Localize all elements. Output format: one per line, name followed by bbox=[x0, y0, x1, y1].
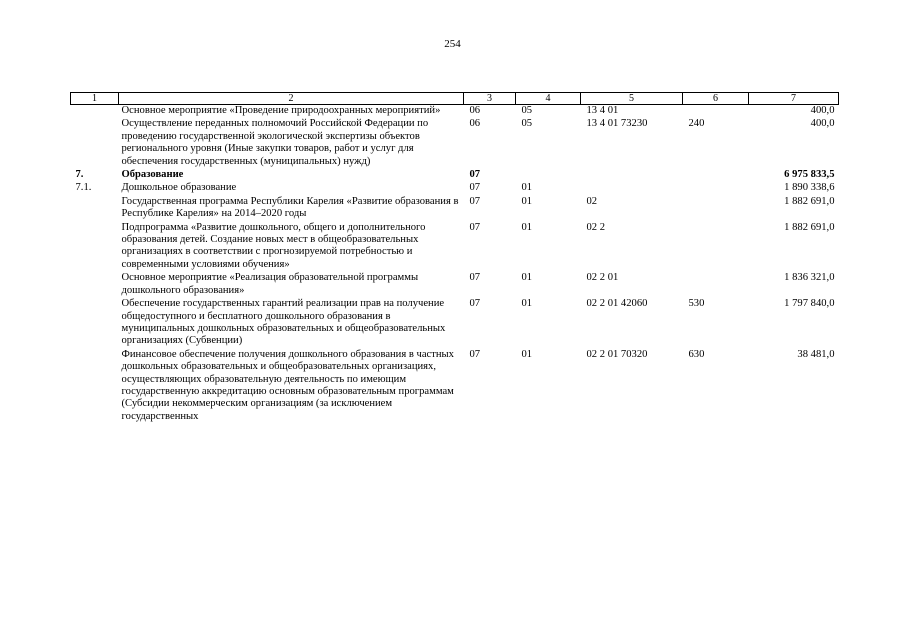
subsection-code: 01 bbox=[521, 221, 533, 233]
section-code: 07 bbox=[469, 272, 481, 284]
row-number bbox=[71, 272, 119, 298]
row-number bbox=[71, 118, 119, 169]
header-cell-2: 2 bbox=[119, 93, 464, 105]
section-code: 07 bbox=[469, 195, 481, 207]
subsection-code: 05 bbox=[521, 118, 533, 130]
row-name: Осуществление переданных полномочий Российской Федерации по проведению государственной экологической экспертизы объектов регионального уровня (Иные закупки товаров, работ и услуг для обеспечения государственных (муниципальных) нужд) bbox=[121, 118, 429, 167]
header-cell-4: 4 bbox=[516, 93, 581, 105]
target-article-code: 13 4 01 73230 bbox=[586, 118, 648, 130]
row-name: Подпрограмма «Развитие дошкольного, общего и дополнительного образования детей. Создание новых мест в общеобразовательных организациях в соответствии с прогнозируемой потребностью и современными условиями обучения» bbox=[121, 221, 426, 270]
row-number bbox=[71, 105, 119, 119]
target-article-code: 02 2 01 bbox=[586, 272, 619, 284]
section-code: 07 bbox=[469, 221, 481, 233]
subsection-code: 01 bbox=[521, 348, 533, 360]
row-number bbox=[71, 298, 119, 349]
expense-type-code bbox=[683, 222, 749, 273]
row-number bbox=[71, 349, 119, 424]
row-amount: 1 797 840,0 bbox=[784, 298, 835, 310]
subsection-code: 01 bbox=[521, 272, 533, 284]
table-header bbox=[71, 93, 839, 105]
row-amount: 38 481,0 bbox=[797, 348, 835, 360]
row-amount: 400,0 bbox=[810, 118, 835, 130]
table-row bbox=[71, 349, 839, 424]
expense-type-code bbox=[683, 105, 749, 119]
expense-type-code bbox=[683, 272, 749, 298]
section-code: 07 bbox=[469, 182, 481, 194]
table-row bbox=[71, 222, 839, 273]
table-row bbox=[71, 169, 839, 182]
row-number bbox=[71, 196, 119, 222]
expense-type-code bbox=[683, 182, 749, 195]
section-code: 07 bbox=[469, 298, 481, 310]
section-code: 07 bbox=[469, 348, 481, 360]
target-article-code bbox=[581, 169, 683, 182]
row-number: 7. bbox=[75, 169, 84, 181]
expense-type-code: 530 bbox=[688, 298, 705, 310]
subsection-code bbox=[516, 169, 581, 182]
table-row bbox=[71, 272, 839, 298]
table-row bbox=[71, 105, 839, 119]
table-row bbox=[71, 298, 839, 349]
header-cell-1: 1 bbox=[71, 93, 119, 105]
row-name: Образование bbox=[121, 169, 184, 181]
row-name: Обеспечение государственных гарантий реализации прав на получение общедоступного и бесплатного дошкольного образования в муниципальных дошкольных образовательных и общеобразовательных организациях (Субвенции) bbox=[121, 298, 446, 347]
row-amount: 1 882 691,0 bbox=[784, 221, 835, 233]
table-body bbox=[71, 105, 839, 425]
table-row bbox=[71, 196, 839, 222]
row-name: Государственная программа Республики Карелия «Развитие образования в Республике Карелия» на 2014–2020 годы bbox=[121, 195, 459, 220]
header-cell-7: 7 bbox=[749, 93, 839, 105]
row-name: Финансовое обеспечение получения дошкольного образования в частных дошкольных образовательных и общеобразовательных организациях, осуществляющих образовательную деятельность по имеющим государственную аккредитацию основным образовательным программам (Субсидии некоммерческим организациям (за исключением государственных bbox=[121, 348, 454, 422]
row-name: Основное мероприятие «Проведение природоохранных мероприятий» bbox=[121, 105, 441, 116]
subsection-code: 05 bbox=[521, 105, 533, 116]
row-amount: 6 975 833,5 bbox=[784, 169, 835, 181]
section-code: 06 bbox=[469, 105, 481, 116]
expense-type-code: 630 bbox=[688, 348, 705, 360]
table-row bbox=[71, 118, 839, 169]
budget-table bbox=[70, 92, 839, 424]
row-name: Дошкольное образование bbox=[121, 182, 237, 194]
row-name: Основное мероприятие «Реализация образовательной программы дошкольного образования» bbox=[121, 272, 419, 296]
expense-type-code bbox=[683, 169, 749, 182]
header-cell-5: 5 bbox=[581, 93, 683, 105]
table-row bbox=[71, 182, 839, 195]
subsection-code: 01 bbox=[521, 182, 533, 194]
target-article-code: 02 2 01 42060 bbox=[586, 298, 648, 310]
expense-type-code bbox=[683, 196, 749, 222]
page-number: 254 bbox=[444, 38, 461, 50]
row-amount: 1 890 338,6 bbox=[784, 182, 835, 194]
target-article-code: 02 2 bbox=[586, 221, 606, 233]
subsection-code: 01 bbox=[521, 195, 533, 207]
target-article-code: 13 4 01 bbox=[586, 105, 619, 116]
row-number bbox=[71, 222, 119, 273]
row-amount: 1 882 691,0 bbox=[784, 195, 835, 207]
section-code: 07 bbox=[469, 169, 481, 181]
section-code: 06 bbox=[469, 118, 481, 130]
target-article-code: 02 bbox=[586, 195, 598, 207]
header-cell-6: 6 bbox=[683, 93, 749, 105]
header-row bbox=[71, 93, 839, 105]
row-amount: 400,0 bbox=[810, 105, 835, 116]
target-article-code bbox=[581, 182, 683, 195]
subsection-code: 01 bbox=[521, 298, 533, 310]
target-article-code: 02 2 01 70320 bbox=[586, 348, 648, 360]
expense-type-code: 240 bbox=[688, 118, 705, 130]
row-number: 7.1. bbox=[75, 182, 92, 194]
row-amount: 1 836 321,0 bbox=[784, 272, 835, 284]
header-cell-3: 3 bbox=[464, 93, 516, 105]
